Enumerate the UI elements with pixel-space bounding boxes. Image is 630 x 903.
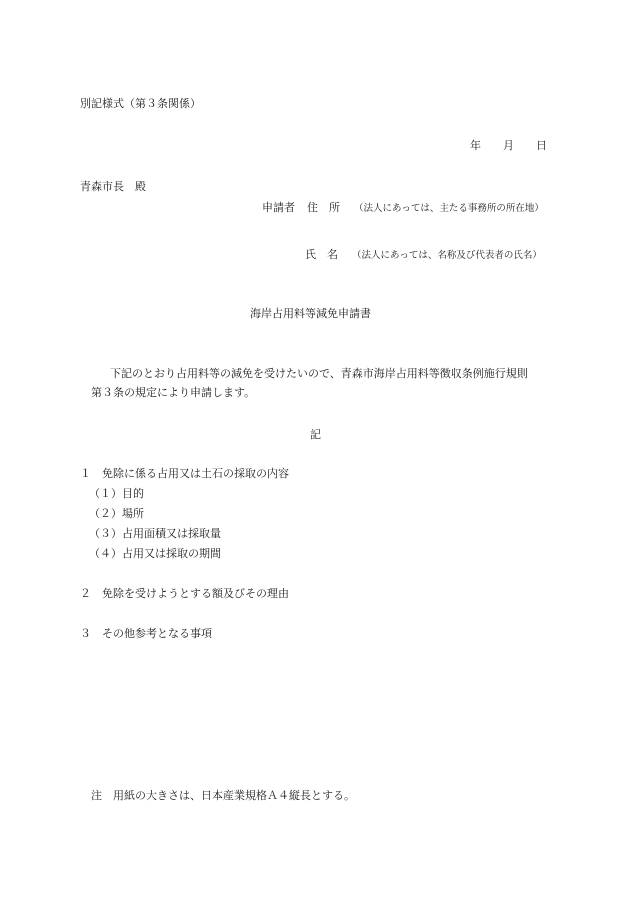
addressee: 青森市長 殿 <box>80 180 146 193</box>
document-title: 海岸占用料等減免申請書 <box>250 307 371 320</box>
address-label: 住 所 <box>307 201 340 214</box>
name-label: 氏 名 <box>305 248 338 261</box>
ki-mark: 記 <box>310 428 321 441</box>
name-note: （法人にあっては、名称及び代表者の氏名） <box>352 250 542 261</box>
item-3: ３ その他参考となる事項 <box>80 627 212 640</box>
body-line-1: 下記のとおり占用料等の減免を受けたいので、青森市海岸占用料等徴収条例施行規則 <box>110 367 528 380</box>
footnote: 注 用紙の大きさは、日本産業規格Ａ４縦長とする。 <box>91 789 355 802</box>
date-day: 日 <box>536 139 547 152</box>
date-year: 年 <box>470 139 481 152</box>
item-2: ２ 免除を受けようとする額及びその理由 <box>80 587 289 600</box>
item-1-sub-1: （１）目的 <box>89 487 144 500</box>
date-month: 月 <box>503 139 514 152</box>
item-1-sub-4: （４）占用又は採取の期間 <box>89 547 221 560</box>
applicant-name-row <box>305 248 542 263</box>
item-1-sub-3: （３）占用面積又は採取量 <box>89 527 221 540</box>
applicant-address-row <box>262 201 544 216</box>
form-label: 別記様式（第３条関係） <box>80 97 201 110</box>
item-1-sub-2: （２）場所 <box>89 507 144 520</box>
body-line-2: 第３条の規定により申請します。 <box>91 386 256 399</box>
address-note: （法人にあっては、主たる事務所の所在地） <box>354 203 544 214</box>
applicant-label: 申請者 <box>262 201 295 214</box>
date-line <box>470 139 547 153</box>
item-1-heading: １ 免除に係る占用又は土石の採取の内容 <box>80 467 289 480</box>
